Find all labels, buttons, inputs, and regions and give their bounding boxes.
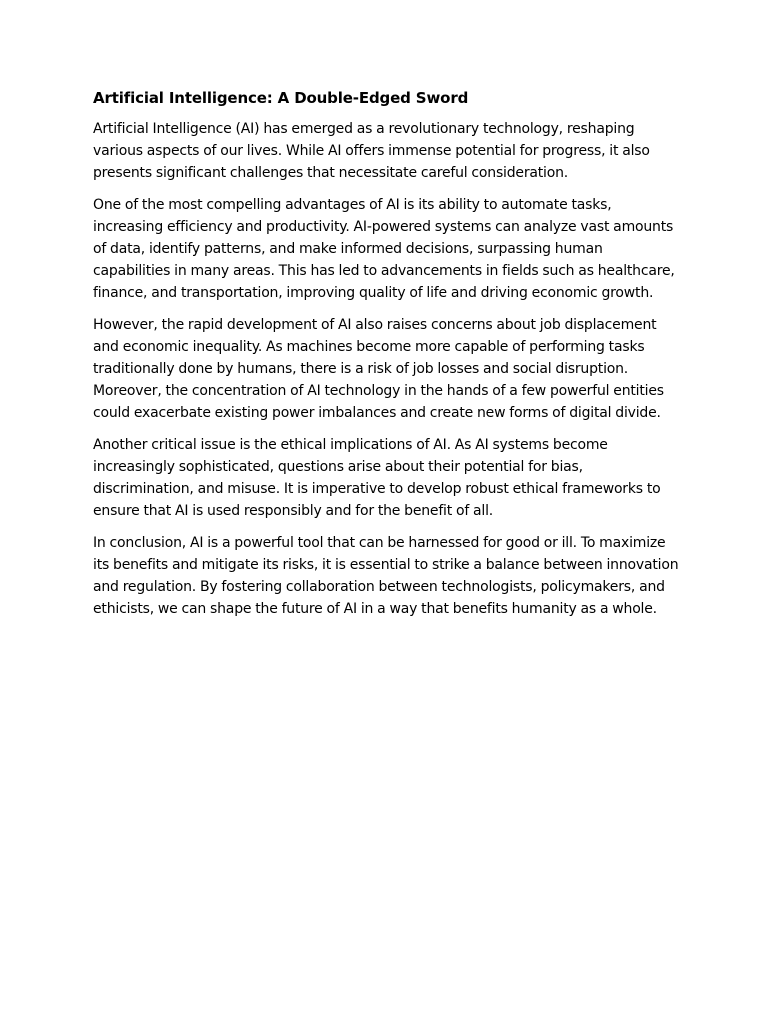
paragraph-conclusion: In conclusion, AI is a powerful tool that can be harnessed for good or ill. To maximize its benefits and mitigate its risks, it is essential to strike a balance between innovation and regulation. By fostering collaboration between technologists, policymakers, and ethicists, we can shape the future of AI in a way that benefits humanity as a whole.	[93, 535, 679, 617]
paragraph-concerns: However, the rapid development of AI also raises concerns about job displacement and economic inequality. As machines become more capable of performing tasks traditionally done by humans, there is a risk of job losses and social disruption. Moreover, the concentration of AI technology in the hands of a few powerful entities could exacerbate existing power imbalances and create new forms of digital divide.	[93, 317, 664, 421]
paragraph-advantages: One of the most compelling advantages of AI is its ability to automate tasks, increasing efficiency and productivity. AI-powered systems can analyze vast amounts of data, identify patterns, and make informed decisions, surpassing human capabilities in many areas. This has led to advancements in fields such as healthcare, finance, and transportation, improving quality of life and driving economic growth.	[93, 197, 675, 301]
document-body	[93, 86, 679, 630]
document-title: Artificial Intelligence: A Double-Edged Sword	[93, 89, 469, 107]
paragraph-introduction: Artificial Intelligence (AI) has emerged as a revolutionary technology, reshaping various aspects of our lives. While AI offers immense potential for progress, it also presents significant challenges that necessitate careful consideration.	[93, 121, 650, 181]
paragraph-ethics: Another critical issue is the ethical implications of AI. As AI systems become increasingly sophisticated, questions arise about their potential for bias, discrimination, and misuse. It is imperative to develop robust ethical frameworks to ensure that AI is used responsibly and for the benefit of all.	[93, 437, 661, 519]
